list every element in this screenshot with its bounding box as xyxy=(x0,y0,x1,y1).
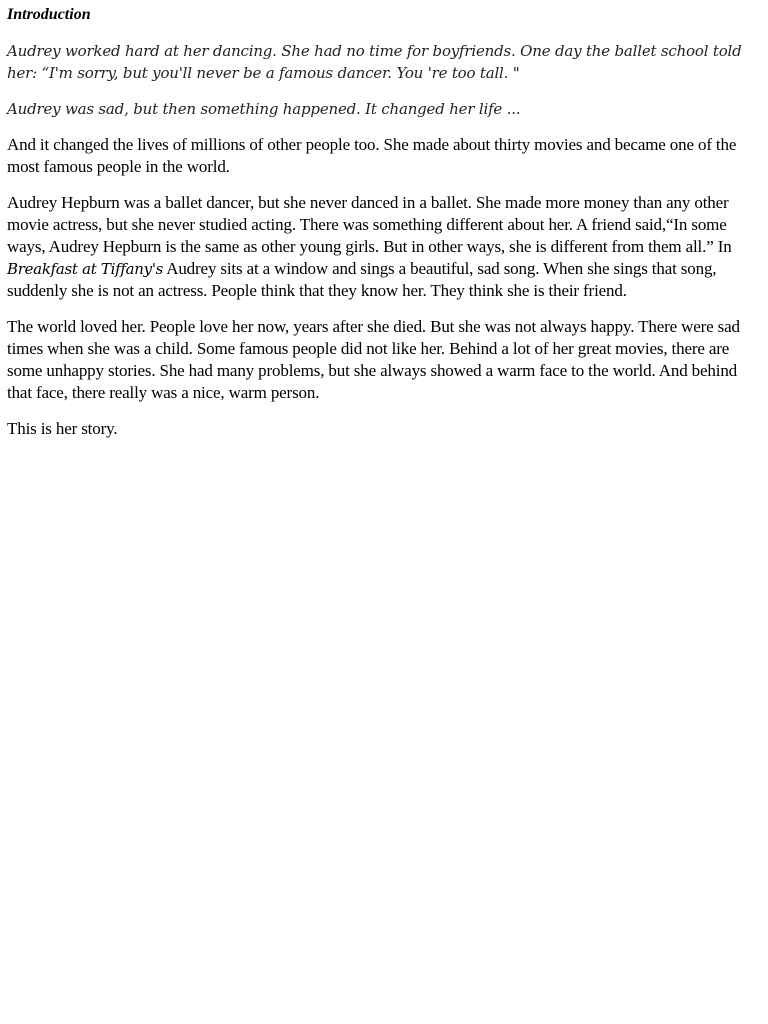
document-page xyxy=(7,4,761,454)
movie-title: Breakfast at Tiffany's xyxy=(7,260,164,278)
intro-paragraph: Audrey worked hard at her dancing. She had no time for boyfriends. One day the ballet school told her: “I'm sorry, but you'll never be a famous dancer. You 're too tall. " xyxy=(7,42,742,82)
body-paragraph xyxy=(7,192,761,302)
intro-paragraph: Audrey was sad, but then something happened. It changed her life ... xyxy=(7,100,521,118)
section-heading: Introduction xyxy=(7,6,91,23)
paragraph-text: Audrey sits at a window and sings a beautiful, sad song. When she sings that song, suddenly she is not an actress. People think that they know her. They think she is their friend. xyxy=(7,259,717,300)
body-paragraph: The world loved her. People love her now, years after she died. But she was not always happy. There were sad times when she was a child. Some famous people did not like her. Behind a lot of her great movies, there are some unhappy stories. She had many problems, but she always showed a warm face to the world. And behind that face, there really was a nice, warm person. xyxy=(7,317,740,402)
body-paragraph: This is her story. xyxy=(7,419,118,438)
paragraph-text: Audrey Hepburn was a ballet dancer, but she never danced in a ballet. She made more money than any other movie actress, but she never studied acting. There was something different about her. A friend said,“In some ways, Audrey Hepburn is the same as other young girls. But in other ways, she is different from them all.” In xyxy=(7,193,732,256)
body-paragraph: And it changed the lives of millions of other people too. She made about thirty movies and became one of the most famous people in the world. xyxy=(7,135,737,176)
